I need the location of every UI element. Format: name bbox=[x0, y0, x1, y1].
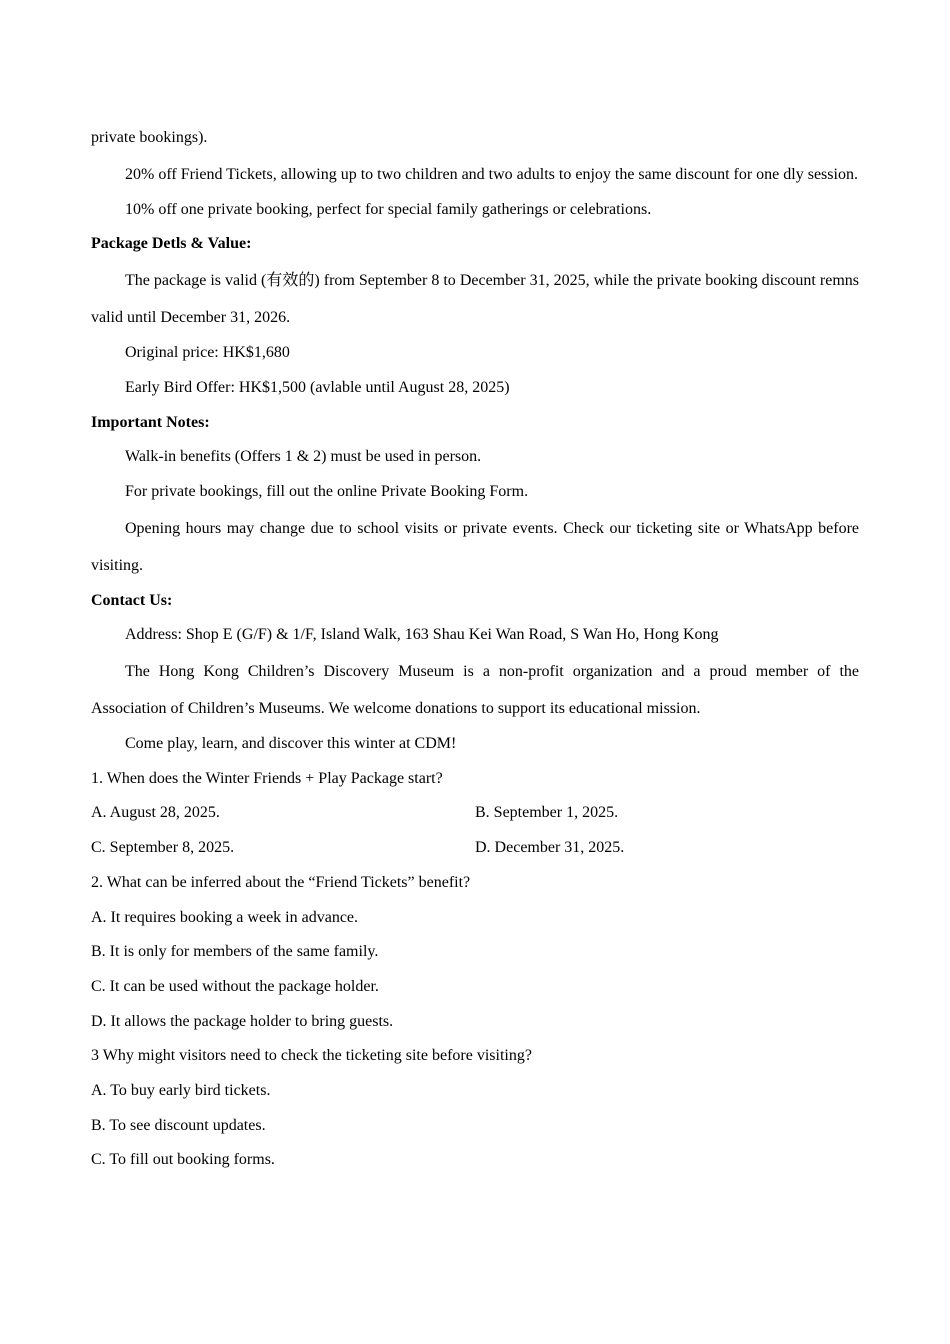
answer-option: B. September 1, 2025. bbox=[475, 804, 619, 822]
question-stem: 2. What can be inferred about the “Friend Tickets” benefit? bbox=[91, 873, 471, 891]
options-row bbox=[91, 796, 859, 831]
passage-text: For private bookings, fill out the online Private Booking Form. bbox=[125, 482, 529, 500]
passage-text: Early Bird Offer: HK$1,500 (avlable until August 28, 2025) bbox=[125, 378, 510, 396]
answer-option: A. To buy early bird tickets. bbox=[91, 1082, 271, 1100]
passage-text: Address: Shop E (G/F) & 1/F, Island Walk, 163 Shau Kei Wan Road, S Wan Ho, Hong Kong bbox=[125, 626, 719, 644]
passage-text: Come play, learn, and discover this winter at CDM! bbox=[125, 735, 457, 753]
answer-option: B. It is only for members of the same family. bbox=[91, 943, 379, 961]
document-page bbox=[91, 121, 859, 1178]
passage-text: The Hong Kong Children’s Discovery Museum is a non-profit organization and a proud member of the Association of Children’s Museums. We welcome donations to support its educational mission. bbox=[91, 663, 859, 718]
answer-option: C. September 8, 2025. bbox=[91, 839, 235, 857]
section-heading: Important Notes: bbox=[91, 413, 210, 431]
options-row bbox=[91, 831, 859, 866]
passage-text: private bookings). bbox=[91, 129, 208, 146]
passage-text: 10% off one private booking, perfect for special family gatherings or celebrations. bbox=[125, 200, 652, 218]
passage-text: Opening hours may change due to school visits or private events. Check our ticketing site or WhatsApp before visiting. bbox=[91, 519, 859, 574]
answer-option: D. It allows the package holder to bring guests. bbox=[91, 1012, 394, 1030]
answer-option: D. December 31, 2025. bbox=[475, 839, 625, 857]
passage-text: Original price: HK$1,680 bbox=[125, 344, 290, 362]
passage-text: The package is valid (有效的) from September 8 to December 31, 2025, while the private booking discount remns valid until December 31, 2026. bbox=[91, 272, 859, 327]
answer-option: A. August 28, 2025. bbox=[91, 804, 220, 822]
section-heading: Contact Us: bbox=[91, 591, 173, 609]
answer-option: C. To fill out booking forms. bbox=[91, 1151, 275, 1169]
question-stem: 1. When does the Winter Friends + Play Package start? bbox=[91, 769, 443, 787]
section-heading: Package Detls & Value: bbox=[91, 235, 252, 253]
question-stem: 3 Why might visitors need to check the ticketing site before visiting? bbox=[91, 1047, 532, 1065]
answer-option: C. It can be used without the package holder. bbox=[91, 977, 379, 995]
passage-text: Walk-in benefits (Offers 1 & 2) must be used in person. bbox=[125, 448, 482, 466]
answer-option: B. To see discount updates. bbox=[91, 1116, 266, 1134]
answer-option: A. It requires booking a week in advance. bbox=[91, 908, 359, 926]
passage-text: 20% off Friend Tickets, allowing up to two children and two adults to enjoy the same discount for one dly session. bbox=[125, 165, 858, 183]
